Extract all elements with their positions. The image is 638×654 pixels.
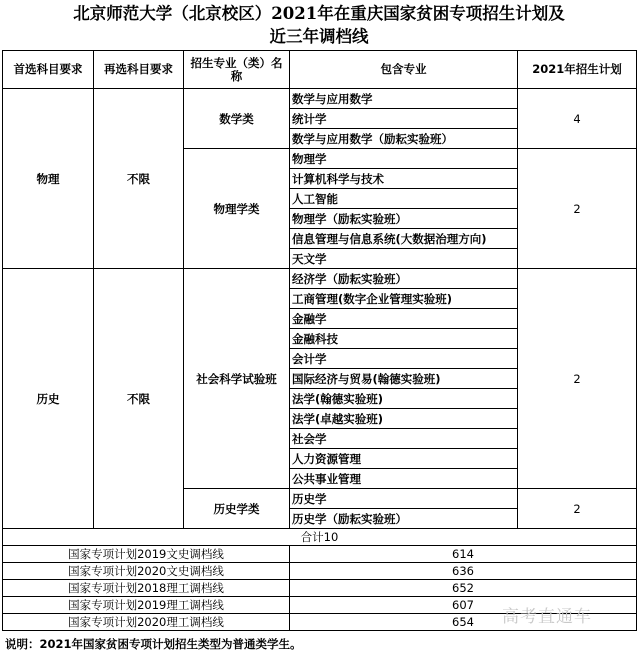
score-line-label: 国家专项计划2019文史调档线 (3, 546, 290, 563)
footnote: 说明：2021年国家贫困专项计划招生类型为普通类学生。 (5, 637, 302, 651)
score-line-label: 国家专项计划2019理工调档线 (3, 597, 290, 614)
second-subject-history: 不限 (94, 269, 184, 529)
header-major-name: 招生专业（类）名称 (184, 51, 290, 89)
score-line-label: 国家专项计划2018理工调档线 (3, 580, 290, 597)
header-included-majors: 包含专业 (290, 51, 518, 89)
score-line-row (3, 580, 637, 597)
score-line-label: 国家专项计划2020理工调档线 (3, 614, 290, 631)
included-major: 物理学 (290, 149, 518, 169)
included-major: 经济学（励耘实验班） (290, 269, 518, 289)
included-major: 会计学 (290, 349, 518, 369)
included-major: 国际经济与贸易(翰德实验班) (290, 369, 518, 389)
included-major: 社会学 (290, 429, 518, 449)
major-class-physics: 物理学类 (184, 149, 290, 269)
included-major: 金融科技 (290, 329, 518, 349)
included-major: 公共事业管理 (290, 469, 518, 489)
included-major: 历史学（励耘实验班） (290, 509, 518, 529)
total-cell: 合计10 (3, 529, 637, 546)
included-major: 金融学 (290, 309, 518, 329)
included-major: 法学(卓越实验班) (290, 409, 518, 429)
header-first-subject: 首选科目要求 (3, 51, 94, 89)
major-class-math: 数学类 (184, 89, 290, 149)
admission-plan-table (2, 50, 637, 631)
plan-math: 4 (518, 89, 637, 149)
included-major: 计算机科学与技术 (290, 169, 518, 189)
score-line-row (3, 546, 637, 563)
included-major: 历史学 (290, 489, 518, 509)
included-major: 数学与应用数学（励耘实验班） (290, 129, 518, 149)
table-row (3, 89, 637, 109)
first-subject-history: 历史 (3, 269, 94, 529)
score-line-value: 614 (290, 546, 637, 563)
score-line-value: 636 (290, 563, 637, 580)
plan-physics: 2 (518, 149, 637, 269)
header-row (3, 51, 637, 89)
included-major: 工商管理(数字企业管理实验班) (290, 289, 518, 309)
plan-social-science: 2 (518, 269, 637, 489)
score-line-value: 652 (290, 580, 637, 597)
title-line-2: 近三年调档线 (269, 27, 369, 46)
included-major: 统计学 (290, 109, 518, 129)
title-line-1: 北京师范大学（北京校区）2021年在重庆国家贫困专项招生计划及 (73, 4, 565, 23)
score-line-value: 607 (290, 597, 637, 614)
score-line-label: 国家专项计划2020文史调档线 (3, 563, 290, 580)
score-line-value: 654 (290, 614, 637, 631)
major-class-social-science: 社会科学试验班 (184, 269, 290, 489)
included-major: 天文学 (290, 249, 518, 269)
included-major: 人工智能 (290, 189, 518, 209)
included-major: 人力资源管理 (290, 449, 518, 469)
score-line-row (3, 563, 637, 580)
document-title (0, 2, 638, 48)
included-major: 数学与应用数学 (290, 89, 518, 109)
included-major: 法学(翰德实验班) (290, 389, 518, 409)
header-second-subject: 再选科目要求 (94, 51, 184, 89)
major-class-history: 历史学类 (184, 489, 290, 529)
plan-history: 2 (518, 489, 637, 529)
second-subject-physics: 不限 (94, 89, 184, 269)
header-plan-2021: 2021年招生计划 (518, 51, 637, 89)
watermark: 高考直通车 (502, 607, 592, 627)
table-row (3, 269, 637, 289)
included-major: 信息管理与信息系统(大数据治理方向) (290, 229, 518, 249)
first-subject-physics: 物理 (3, 89, 94, 269)
total-row (3, 529, 637, 546)
included-major: 物理学（励耘实验班） (290, 209, 518, 229)
